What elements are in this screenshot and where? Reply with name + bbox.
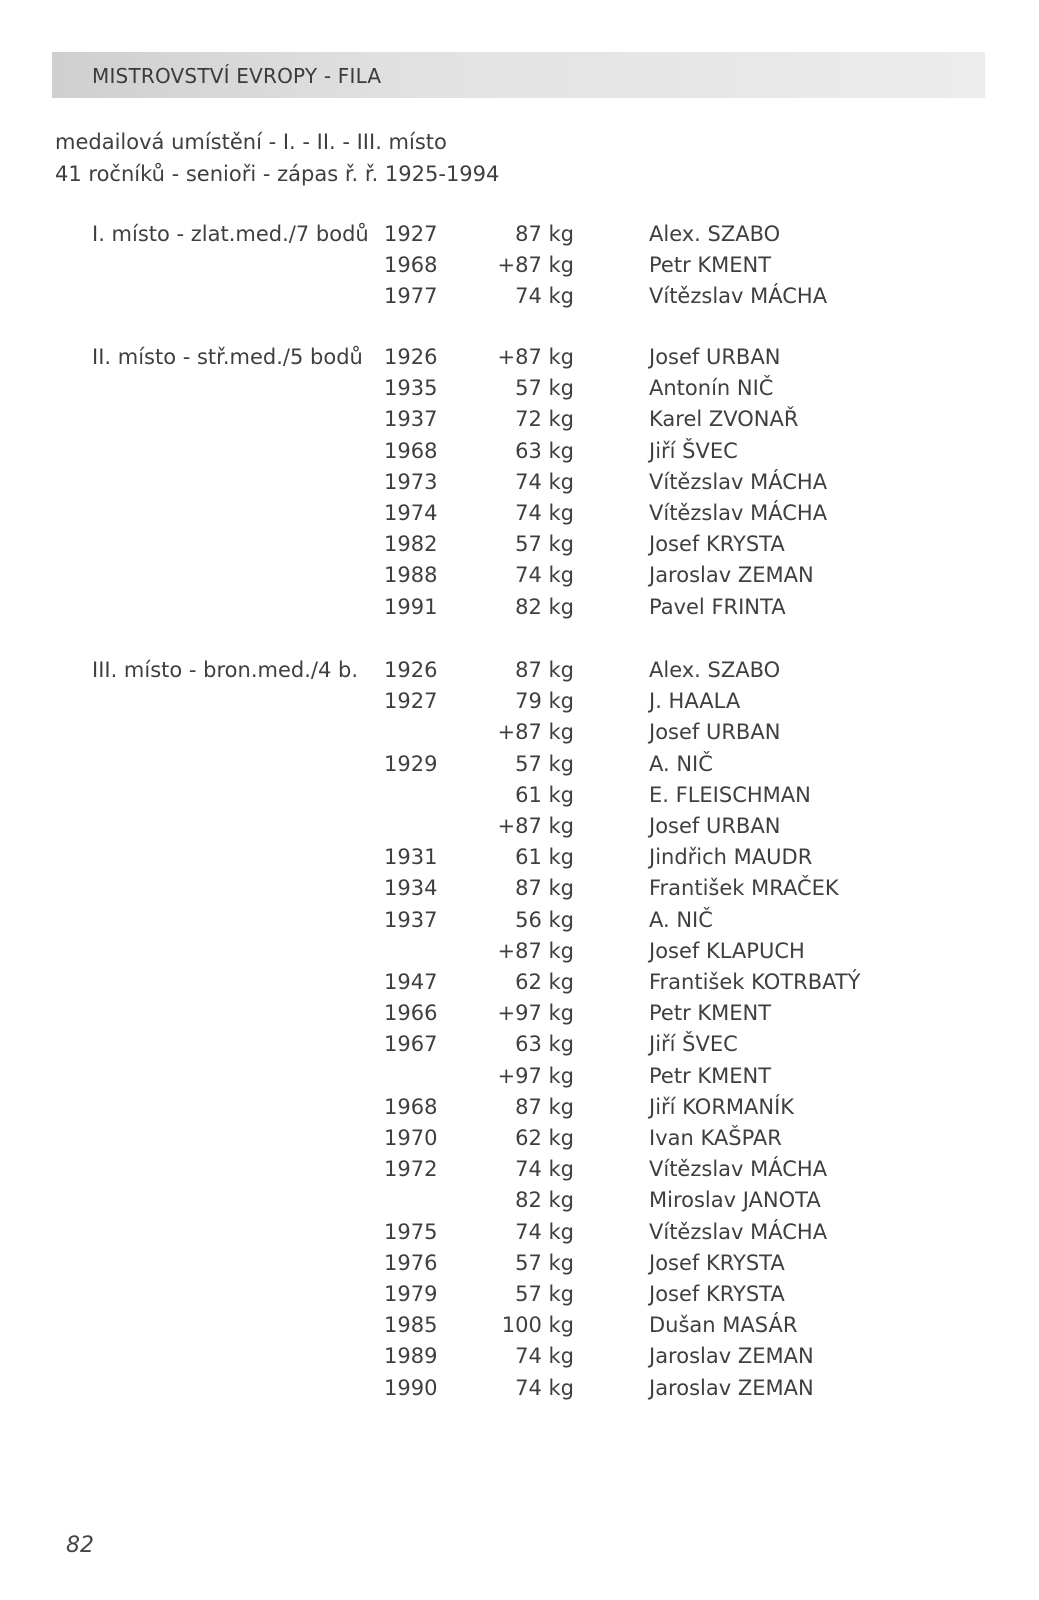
result-weight: 74 kg: [515, 1157, 574, 1182]
result-row: [0, 1376, 1039, 1407]
result-name: Petr KMENT: [649, 253, 772, 278]
result-row: [0, 1001, 1039, 1032]
result-name: Josef KLAPUCH: [649, 938, 805, 963]
result-year: 1979: [384, 1282, 438, 1306]
result-year: 1975: [384, 1219, 438, 1244]
result-year: 1976: [384, 1250, 438, 1275]
result-row: [0, 345, 1039, 376]
result-weight: 57 kg: [515, 1250, 574, 1275]
result-name: Alex. SZABO: [649, 222, 781, 246]
result-year: 1990: [384, 1375, 438, 1400]
result-row: [0, 689, 1039, 720]
result-year: 1929: [384, 751, 438, 776]
result-weight: 74 kg: [515, 1375, 574, 1400]
result-name: Jaroslav ZEMAN: [649, 1375, 814, 1400]
result-row: [0, 1095, 1039, 1126]
result-name: Ivan KAŠPAR: [649, 1126, 782, 1150]
result-name: Jaroslav ZEMAN: [649, 563, 814, 588]
result-year: 1970: [384, 1126, 438, 1150]
result-row: [0, 1032, 1039, 1063]
result-weight: 100 kg: [501, 1313, 574, 1338]
result-year: 1947: [384, 970, 438, 994]
result-weight: 56 kg: [515, 907, 574, 932]
result-weight: +87 kg: [497, 938, 574, 963]
result-name: František MRAČEK: [649, 876, 839, 901]
result-row: [0, 1188, 1039, 1219]
result-row: [0, 1064, 1039, 1095]
page-number: 82: [66, 1533, 94, 1558]
result-weight: 79 kg: [515, 689, 574, 714]
result-year: 1967: [384, 1032, 438, 1057]
page-title: MISTROVSTVÍ EVROPY - FILA: [92, 64, 382, 88]
result-year: 1972: [384, 1157, 438, 1182]
result-year: 1927: [384, 222, 438, 246]
intro-line-1: medailová umístění - I. - II. - III. místo: [55, 130, 447, 154]
result-name: Dušan MASÁR: [649, 1313, 798, 1338]
result-name: Jaroslav ZEMAN: [649, 1344, 814, 1369]
result-row: [0, 908, 1039, 939]
result-row: [0, 1126, 1039, 1157]
result-name: E. FLEISCHMAN: [649, 782, 811, 807]
result-name: A. NIČ: [649, 751, 713, 776]
result-name: Vítězslav MÁCHA: [649, 501, 828, 525]
result-row: [0, 1157, 1039, 1188]
result-year: 1931: [384, 845, 438, 870]
result-row: [0, 876, 1039, 907]
result-row: [0, 376, 1039, 407]
result-name: Jindřich MAUDR: [649, 845, 813, 870]
result-row: [0, 407, 1039, 438]
result-year: 1927: [384, 689, 438, 714]
result-name: Jiří ŠVEC: [649, 1032, 738, 1057]
result-row: [0, 783, 1039, 814]
result-row: [0, 563, 1039, 594]
result-weight: 57 kg: [515, 376, 574, 401]
result-name: Miroslav JANOTA: [649, 1188, 821, 1213]
result-row: [0, 752, 1039, 783]
result-name: Josef KRYSTA: [649, 1282, 785, 1306]
result-weight: +87 kg: [497, 814, 574, 838]
result-weight: 62 kg: [515, 970, 574, 994]
result-year: 1926: [384, 345, 438, 369]
result-weight: +87 kg: [497, 720, 574, 745]
result-row: [0, 970, 1039, 1001]
result-row: [0, 532, 1039, 563]
result-name: Josef KRYSTA: [649, 1250, 785, 1275]
result-weight: 87 kg: [515, 876, 574, 901]
result-year: 1937: [384, 407, 438, 432]
result-name: Josef URBAN: [649, 814, 781, 838]
result-name: Pavel FRINTA: [649, 594, 786, 619]
header-band: [52, 52, 985, 98]
result-name: Vítězslav MÁCHA: [649, 1157, 828, 1182]
result-weight: 87 kg: [515, 658, 574, 682]
result-year: 1968: [384, 253, 438, 278]
result-name: Jiří ŠVEC: [649, 438, 738, 463]
result-name: Vítězslav MÁCHA: [649, 469, 828, 494]
result-row: [0, 470, 1039, 501]
result-weight: +87 kg: [497, 345, 574, 369]
result-row: [0, 658, 1039, 689]
result-year: 1982: [384, 532, 438, 557]
result-row: [0, 595, 1039, 626]
result-row: [0, 939, 1039, 970]
result-row: [0, 1313, 1039, 1344]
result-weight: +97 kg: [497, 1063, 574, 1088]
result-weight: 74 kg: [515, 563, 574, 588]
result-name: Josef KRYSTA: [649, 532, 785, 557]
result-name: J. HAALA: [649, 689, 741, 714]
result-name: František KOTRBATÝ: [649, 970, 861, 994]
result-weight: 57 kg: [515, 751, 574, 776]
result-weight: +87 kg: [497, 253, 574, 278]
result-row: [0, 1251, 1039, 1282]
result-row: [0, 720, 1039, 751]
result-row: [0, 1220, 1039, 1251]
result-name: A. NIČ: [649, 907, 713, 932]
result-weight: 57 kg: [515, 532, 574, 557]
result-year: 1988: [384, 563, 438, 588]
result-weight: +97 kg: [497, 1001, 574, 1026]
result-year: 1989: [384, 1344, 438, 1369]
result-name: Antonín NIČ: [649, 376, 774, 401]
result-weight: 63 kg: [515, 1032, 574, 1057]
result-row: [0, 501, 1039, 532]
result-row: [0, 1344, 1039, 1375]
result-row: [0, 1282, 1039, 1313]
result-year: 1934: [384, 876, 438, 901]
result-weight: 87 kg: [515, 1094, 574, 1119]
result-weight: 74 kg: [515, 1344, 574, 1369]
result-year: 1926: [384, 658, 438, 682]
result-year: 1968: [384, 1094, 438, 1119]
result-weight: 62 kg: [515, 1126, 574, 1150]
result-name: Karel ZVONAŘ: [649, 407, 799, 432]
result-weight: 82 kg: [515, 594, 574, 619]
result-name: Vítězslav MÁCHA: [649, 1219, 828, 1244]
result-year: 1991: [384, 594, 438, 619]
result-year: 1977: [384, 284, 438, 309]
result-name: Vítězslav MÁCHA: [649, 284, 828, 309]
result-name: Josef URBAN: [649, 345, 781, 369]
result-row: [0, 814, 1039, 845]
result-year: 1973: [384, 469, 438, 494]
result-name: Petr KMENT: [649, 1001, 772, 1026]
section-label: III. místo - bron.med./4 b.: [92, 658, 359, 682]
result-year: 1935: [384, 376, 438, 401]
result-year: 1968: [384, 438, 438, 463]
result-row: [0, 284, 1039, 315]
result-weight: 74 kg: [515, 284, 574, 309]
result-weight: 57 kg: [515, 1282, 574, 1306]
section-label: I. místo - zlat.med./7 bodů: [92, 222, 369, 246]
result-row: [0, 845, 1039, 876]
result-name: Jiří KORMANÍK: [649, 1094, 795, 1119]
result-name: Alex. SZABO: [649, 658, 781, 682]
result-name: Josef URBAN: [649, 720, 781, 745]
result-weight: 63 kg: [515, 438, 574, 463]
section-label: II. místo - stř.med./5 bodů: [92, 345, 363, 369]
result-weight: 72 kg: [515, 407, 574, 432]
result-weight: 74 kg: [515, 469, 574, 494]
result-weight: 61 kg: [515, 845, 574, 870]
result-row: [0, 439, 1039, 470]
result-weight: 82 kg: [515, 1188, 574, 1213]
result-row: [0, 222, 1039, 253]
result-year: 1985: [384, 1313, 438, 1338]
result-year: 1937: [384, 907, 438, 932]
result-weight: 87 kg: [515, 222, 574, 246]
result-weight: 61 kg: [515, 782, 574, 807]
result-row: [0, 253, 1039, 284]
result-year: 1974: [384, 501, 438, 525]
result-year: 1966: [384, 1001, 438, 1026]
result-weight: 74 kg: [515, 501, 574, 525]
result-weight: 74 kg: [515, 1219, 574, 1244]
intro-line-2: 41 ročníků - senioři - zápas ř. ř. 1925-1994: [55, 162, 500, 186]
result-name: Petr KMENT: [649, 1063, 772, 1088]
